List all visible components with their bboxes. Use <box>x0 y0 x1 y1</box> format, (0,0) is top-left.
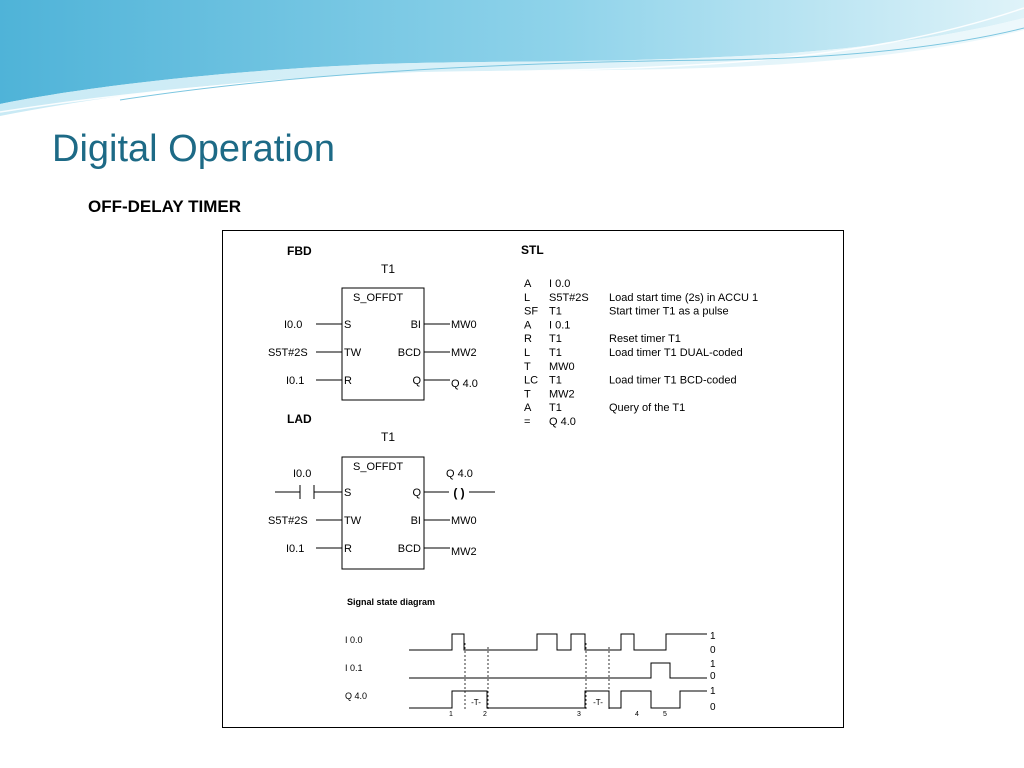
signal-low-label: 0 <box>710 645 716 656</box>
stl-arg: T1 <box>549 333 562 346</box>
stl-comment: Load timer T1 BCD-coded <box>609 374 737 387</box>
stl-arg: S5T#2S <box>549 291 589 304</box>
signal-low-label: 0 <box>710 671 716 682</box>
stl-op: SF <box>524 305 539 318</box>
delay-label: -T- <box>593 698 603 707</box>
signal-name: I 0.1 <box>345 663 363 673</box>
stl-arg: I 0.0 <box>549 278 571 290</box>
stl-arg: I 0.1 <box>549 319 571 332</box>
fbd-output-pin: Q <box>412 375 421 387</box>
signal-traces <box>409 634 707 718</box>
stl-comment: Load start time (2s) in ACCU 1 <box>609 291 759 304</box>
lad-input-label: S5T#2S <box>268 515 308 527</box>
time-mark: 1 <box>449 711 453 718</box>
stl-arg: MW2 <box>549 388 575 401</box>
lad-output-pin: BI <box>410 515 421 527</box>
stl-op: A <box>524 402 532 415</box>
fbd-input-pin: TW <box>344 347 362 359</box>
stl-op: L <box>524 347 531 359</box>
lad-input-pin: S <box>344 487 352 499</box>
stl-op: LC <box>524 374 539 387</box>
time-mark: 5 <box>663 711 667 718</box>
lad-coil-label: Q 4.0 <box>446 468 473 480</box>
fbd-output-label: Q 4.0 <box>451 378 478 390</box>
lad-block-name: S_OFFDT <box>353 461 404 473</box>
time-mark: 3 <box>577 711 581 718</box>
stl-op: L <box>524 291 531 304</box>
signal-low-label: 0 <box>710 702 716 713</box>
stl-comment: Query of the T1 <box>609 402 686 415</box>
fbd-input-pin: R <box>344 375 352 387</box>
fbd-output-label: MW2 <box>451 347 477 359</box>
lad-output-label: MW2 <box>451 546 477 558</box>
stl-op: A <box>524 319 532 332</box>
time-mark: 2 <box>483 711 487 718</box>
stl-arg: T1 <box>549 347 562 359</box>
header-wave-graphic <box>0 0 1024 120</box>
fbd-input-pin: S <box>344 319 352 331</box>
lad-contact-label: I0.0 <box>293 468 312 480</box>
stl-op: R <box>524 333 532 346</box>
signal-trace-i01 <box>409 663 707 678</box>
stl-listing <box>524 278 758 428</box>
stl-heading: STL <box>521 243 544 257</box>
stl-arg: T1 <box>549 305 562 318</box>
lad-heading: LAD <box>287 412 312 426</box>
fbd-timer-label: T1 <box>381 262 396 276</box>
fbd-output-pin: BCD <box>397 347 421 359</box>
fbd-output-label: MW0 <box>451 319 477 331</box>
stl-arg: T1 <box>549 402 562 415</box>
lad-input-pin: R <box>344 543 352 555</box>
lad-timer-label: T1 <box>381 430 396 444</box>
signal-trace-q40 <box>409 691 707 708</box>
stl-op: A <box>524 278 532 290</box>
stl-arg: T1 <box>549 374 562 387</box>
slide-subtitle: OFF-DELAY TIMER <box>88 197 242 216</box>
signal-name: Q 4.0 <box>345 691 368 701</box>
lad-output-pin: BCD <box>397 543 421 555</box>
lad-output-label: MW0 <box>451 515 477 527</box>
signal-high-label: 1 <box>710 659 716 670</box>
stl-comment: Reset timer T1 <box>609 333 681 346</box>
stl-arg: MW0 <box>549 360 575 373</box>
lad-coil-symbol: ( ) <box>453 486 465 500</box>
stl-comment: Load timer T1 DUAL-coded <box>609 347 743 359</box>
fbd-input-label: I0.1 <box>286 375 305 387</box>
slide-title: Digital Operation <box>52 128 336 170</box>
signal-names <box>345 635 367 701</box>
lad-input-pin: TW <box>344 515 362 527</box>
stl-arg: Q 4.0 <box>549 416 576 428</box>
lad-contact-symbol: | | <box>302 487 312 499</box>
fbd-heading: FBD <box>287 244 312 258</box>
stl-comment: Start timer T1 as a pulse <box>609 305 729 318</box>
timer-diagram <box>223 231 843 727</box>
fbd-block-name: S_OFFDT <box>353 292 404 304</box>
time-mark: 4 <box>635 711 639 718</box>
stl-op: T <box>524 388 531 401</box>
signal-name: I 0.0 <box>345 635 363 645</box>
signal-high-label: 1 <box>710 631 716 642</box>
fbd-output-pin: BI <box>410 319 421 331</box>
signal-trace-i00 <box>409 634 707 650</box>
stl-op: = <box>524 416 531 428</box>
signal-level-labels <box>710 631 716 713</box>
delay-label: -T- <box>471 698 481 707</box>
fbd-input-label: S5T#2S <box>268 347 308 359</box>
lad-output-pin: Q <box>412 487 421 499</box>
timer-figure <box>222 230 844 728</box>
stl-op: T <box>524 360 531 373</box>
fbd-input-label: I0.0 <box>284 319 303 331</box>
lad-input-label: I0.1 <box>286 543 305 555</box>
signal-heading: Signal state diagram <box>347 597 436 607</box>
signal-high-label: 1 <box>710 686 716 697</box>
